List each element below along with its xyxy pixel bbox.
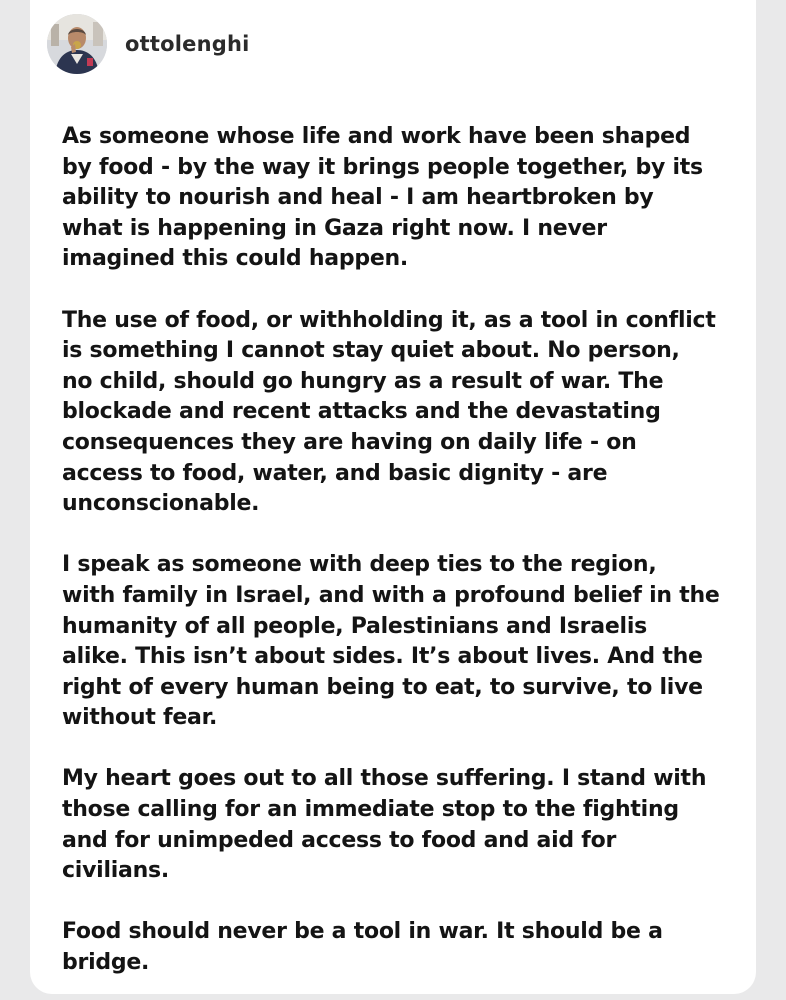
post-header xyxy=(47,13,250,75)
post-paragraph: Food should never be a tool in war. It should be a bridge. xyxy=(62,919,663,976)
post-card xyxy=(30,0,756,994)
avatar[interactable] xyxy=(47,14,107,74)
profile-photo-icon xyxy=(47,14,107,74)
post-paragraph: I speak as someone with deep ties to the region, with family in Israel, and with a profound belief in the humanity of all people, Palestinians and Israelis alike. This isn’t about sides. It’s about lives. And the right of every human being to eat, to survive, to live without fear. xyxy=(62,552,720,731)
post-body xyxy=(62,122,742,979)
post-paragraph: The use of food, or withholding it, as a tool in conflict is something I cannot stay quiet about. No person, no child, should go hungry as a result of war. The blockade and recent attacks and the devastating consequences they are having on daily life - on access to food, water, and basic dignity - are unconscionable. xyxy=(62,307,716,517)
username[interactable]: ottolenghi xyxy=(125,32,250,56)
post-paragraph: My heart goes out to all those suffering. I stand with those calling for an immediate stop to the fighting and for unimpeded access to food and aid for civilians. xyxy=(62,766,707,884)
post-paragraph: As someone whose life and work have been shaped by food - by the way it brings people together, by its ability to nourish and heal - I am heartbroken by what is happening in Gaza right now. I never imagined this could happen. xyxy=(62,124,703,272)
